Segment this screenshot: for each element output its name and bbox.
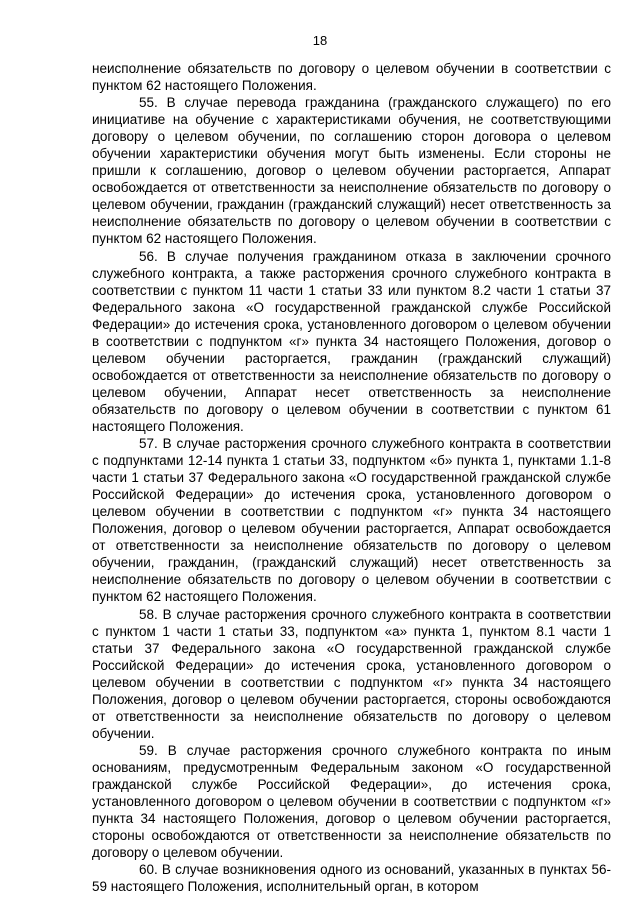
- paragraph-60: 60. В случае возникновения одного из оснований, указанных в пунктах 56-59 настоящего Положения, исполнительный орган, в котором: [92, 862, 611, 895]
- paragraph-57: 57. В случае расторжения срочного служебного контракта в соответствии с подпунктами 12-14 пункта 1 статьи 33, подпунктом «б» пункта 1, пунктами 1.1-8 части 1 статьи 37 Федерального закона «О государственной гражданской службе Российской Федерации» до истечения срока, установленного договором о целевом обучении в соответствии с подпунктом «г» пункта 34 настоящего Положения, договор о целевом обучении расторгается, Аппарат освобождается от ответственности за неисполнение обязательств по договору о целевом обучении, гражданин, (гражданский служащий) несет ответственность за неисполнение обязательств по договору о целевом обучении в соответствии с пунктом 62 настоящего Положения.: [92, 436, 611, 605]
- paragraph-58: 58. В случае расторжения срочного служебного контракта в соответствии с пунктом 1 части 1 статьи 33, подпунктом «а» пункта 1, пунктом 8.1 части 1 статьи 37 Федерального закона «О государственной гражданской службе Российской Федерации» до истечения срока, установленного договором о целевом обучении в соответствии с подпунктом «г» пункта 34 настоящего Положения, договор о целевом обучении расторгается, стороны освобождаются от ответственности за неисполнение обязательств по договору о целевом обучении.: [92, 606, 611, 741]
- paragraph-56: 56. В случае получения гражданином отказа в заключении срочного служебного контракта, а также расторжения срочного служебного контракта в соответствии с пунктом 11 части 1 статьи 33 или пунктом 8.2 части 1 статьи 37 Федерального закона «О государственной гражданской службе Российской Федерации» до истечения срока, установленного договором о целевом обучении в соответствии с подпунктом «г» пункта 34 настоящего Положения, договор о целевом обучении расторгается, гражданин (гражданский служащий) освобождается от ответственности за неисполнение обязательств по договору о целевом обучении, Аппарат несет ответственность за неисполнение обязательств по договору о целевом обучении в соответствии с пунктом 61 настоящего Положения.: [92, 248, 611, 434]
- page-number: 18: [312, 33, 328, 48]
- document-body: [92, 60, 611, 895]
- paragraph-59: 59. В случае расторжения срочного служебного контракта по иным основаниям, предусмотренным Федеральным законом «О государственной гражданской службе Российской Федерации», до истечения срока, установленного договором о целевом обучении в соответствии с подпунктом «г» пункта 34 настоящего Положения, договор о целевом обучении расторгается, стороны освобождаются от ответственности за неисполнение обязательств по договору о целевом обучении.: [92, 742, 611, 861]
- paragraph-continuation: неисполнение обязательств по договору о целевом обучении в соответствии с пунктом 62 настоящего Положения.: [92, 61, 611, 94]
- paragraph-55: 55. В случае перевода гражданина (гражданского служащего) по его инициативе на обучение с характеристиками обучения, не соответствующими договору о целевом обучении, по соглашению сторон договора о целевом обучении характеристики обучения могут быть изменены. Если стороны не пришли к соглашению, договор о целевом обучении расторгается, Аппарат освобождается от ответственности за неисполнение обязательств по договору о целевом обучении, гражданин (гражданский служащий) несет ответственность за неисполнение обязательств по договору о целевом обучении в соответствии с пунктом 62 настоящего Положения.: [92, 95, 611, 247]
